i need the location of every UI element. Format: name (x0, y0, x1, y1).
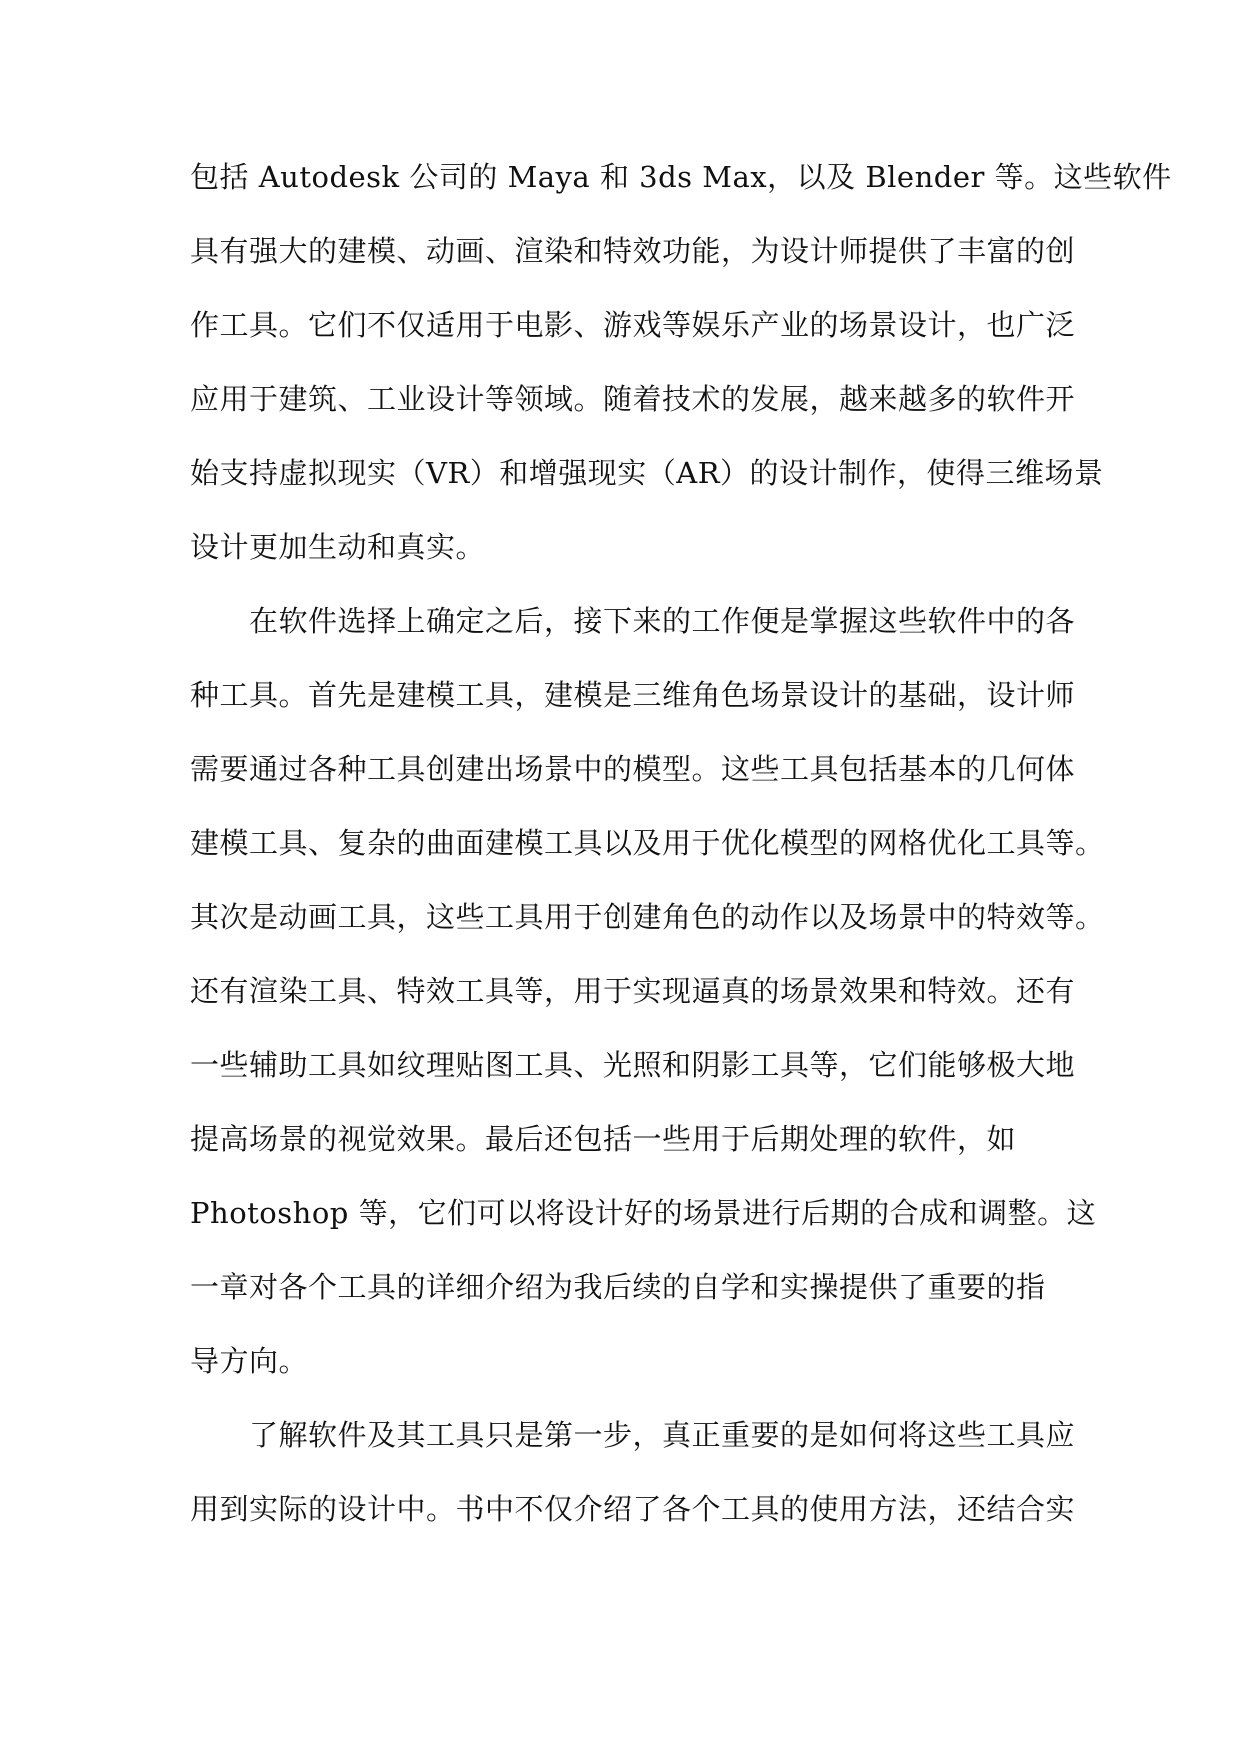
text-line: 了解软件及其工具只是第一步，真正重要的是如何将这些工具应 (190, 1418, 1076, 1452)
text-line: 包括 Autodesk 公司的 Maya 和 3ds Max，以及 Blender 等。这些软件 (190, 160, 1172, 194)
text-line: 始支持虚拟现实（VR）和增强现实（AR）的设计制作，使得三维场景 (190, 456, 1104, 490)
text-line: 用到实际的设计中。书中不仅介绍了各个工具的使用方法，还结合实 (190, 1492, 1076, 1526)
text-line: 作工具。它们不仅适用于电影、游戏等娱乐产业的场景设计，也广泛 (190, 308, 1076, 342)
text-line: 导方向。 (190, 1344, 309, 1378)
text-line: 还有渲染工具、特效工具等，用于实现逼真的场景效果和特效。还有 (190, 974, 1076, 1008)
text-line: 具有强大的建模、动画、渲染和特效功能，为设计师提供了丰富的创 (190, 234, 1076, 268)
text-line: 提高场景的视觉效果。最后还包括一些用于后期处理的软件，如 (190, 1122, 1017, 1156)
text-line: 在软件选择上确定之后，接下来的工作便是掌握这些软件中的各 (190, 604, 1076, 638)
text-line: 建模工具、复杂的曲面建模工具以及用于优化模型的网格优化工具等。 (190, 826, 1105, 860)
text-line: 一章对各个工具的详细介绍为我后续的自学和实操提供了重要的指 (190, 1270, 1046, 1304)
text-line: 一些辅助工具如纹理贴图工具、光照和阴影工具等，它们能够极大地 (190, 1048, 1076, 1082)
paragraph-1 (190, 140, 1172, 584)
text-line: Photoshop 等，它们可以将设计好的场景进行后期的合成和调整。这 (190, 1196, 1097, 1230)
text-line: 其次是动画工具，这些工具用于创建角色的动作以及场景中的特效等。 (190, 900, 1105, 934)
text-line: 种工具。首先是建模工具，建模是三维角色场景设计的基础，设计师 (190, 678, 1076, 712)
text-line: 设计更加生动和真实。 (190, 530, 486, 564)
paragraph-3 (190, 1398, 1076, 1546)
text-line: 需要通过各种工具创建出场景中的模型。这些工具包括基本的几何体 (190, 752, 1076, 786)
paragraph-2 (190, 584, 1105, 1398)
text-line: 应用于建筑、工业设计等领域。随着技术的发展，越来越多的软件开 (190, 382, 1076, 416)
body-text (190, 140, 1172, 1546)
